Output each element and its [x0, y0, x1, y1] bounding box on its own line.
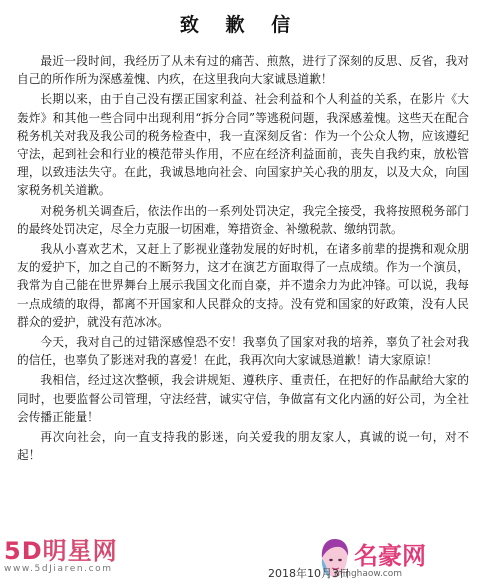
paragraph-2: 长期以来，由于自己没有摆正国家利益、社会利益和个人利益的关系，在影片《大轰炸》和其他一些合同中出现利用“拆分合同”等逃税问题，我深感羞愧。这些天在配合税务机关对我及我公司的税务检查中，我一直深刻反省：作为一个公众人物，应该遵纪守法，起到社会和行业的模范带头作用，不应在经济利益面前，丧失自我约束，放松管理，以致违法失守。在此，我诚恳地向社会、向国家护关心我的朋友，以及大众，向国家税务机关道歉。 [17, 92, 469, 198]
paragraph-4: 我从小喜欢艺术，又赶上了影视业蓬勃发展的好时机，在诸多前辈的提携和观众朋友的爱护下，加之自己的不断努力，这才在演艺方面取得了一点成绩。作为一个演员，我常为自己能在世界舞台上展示我国文化而自豪，并不遗余力为此冲锋。可以说，我每一点成绩的取得，都离不开国家和人民群众的支持。没有党和国家的好政策，没有人民群众的爱护，就没有范冰冰。 [17, 242, 469, 329]
watermark-minghao-url: minghaow.com [334, 569, 403, 579]
letter-title: 致 歉 信 [179, 14, 301, 36]
paragraph-3: 对税务机关调查后，依法作出的一系列处罚决定，我完全接受，我将按照税务部门的最终处罚决定，尽全力克服一切困难，筹措资金、补缴税款、缴纳罚款。 [17, 203, 469, 236]
paragraph-7: 再次向社会，向一直支持我的影迷，向关爱我的朋友家人，真诚的说一句，对不起！ [17, 430, 469, 463]
watermark-5d-prefix: 5D [4, 537, 43, 565]
watermark-5d-brand [4, 538, 118, 564]
watermark-5d [4, 538, 118, 575]
watermark-5d-url: www.5dJiaren.com [4, 564, 113, 574]
paragraph-5: 今天，我对自己的过错深感惶恐不安！我辜负了国家对我的培养，辜负了社会对我的信任，也辜负了影迷对我的喜爱！在此，我再次向大家诚恳道歉！请大家原谅！ [17, 335, 469, 368]
letter-date: 2018年10月3日 [268, 567, 350, 580]
watermark-5d-suffix: 明星网 [42, 537, 118, 565]
letter-body [17, 52, 469, 466]
paragraph-1: 最近一段时间，我经历了从未有过的痛苦、煎熬，进行了深刻的反思、反省，我对自己的所作所为深感羞愧、内疚，在这里我向大家诚恳道歉！ [17, 54, 469, 87]
watermark-minghao-brand: 名豪网 [354, 542, 426, 570]
paragraph-6: 我相信，经过这次整顿，我会讲规矩、遵秩序、重责任，在把好的作品献给大家的同时，也要监督公司管理，守法经营，诚实守信，争做富有文化内涵的好公司，为全社会传播正能量！ [17, 373, 469, 424]
